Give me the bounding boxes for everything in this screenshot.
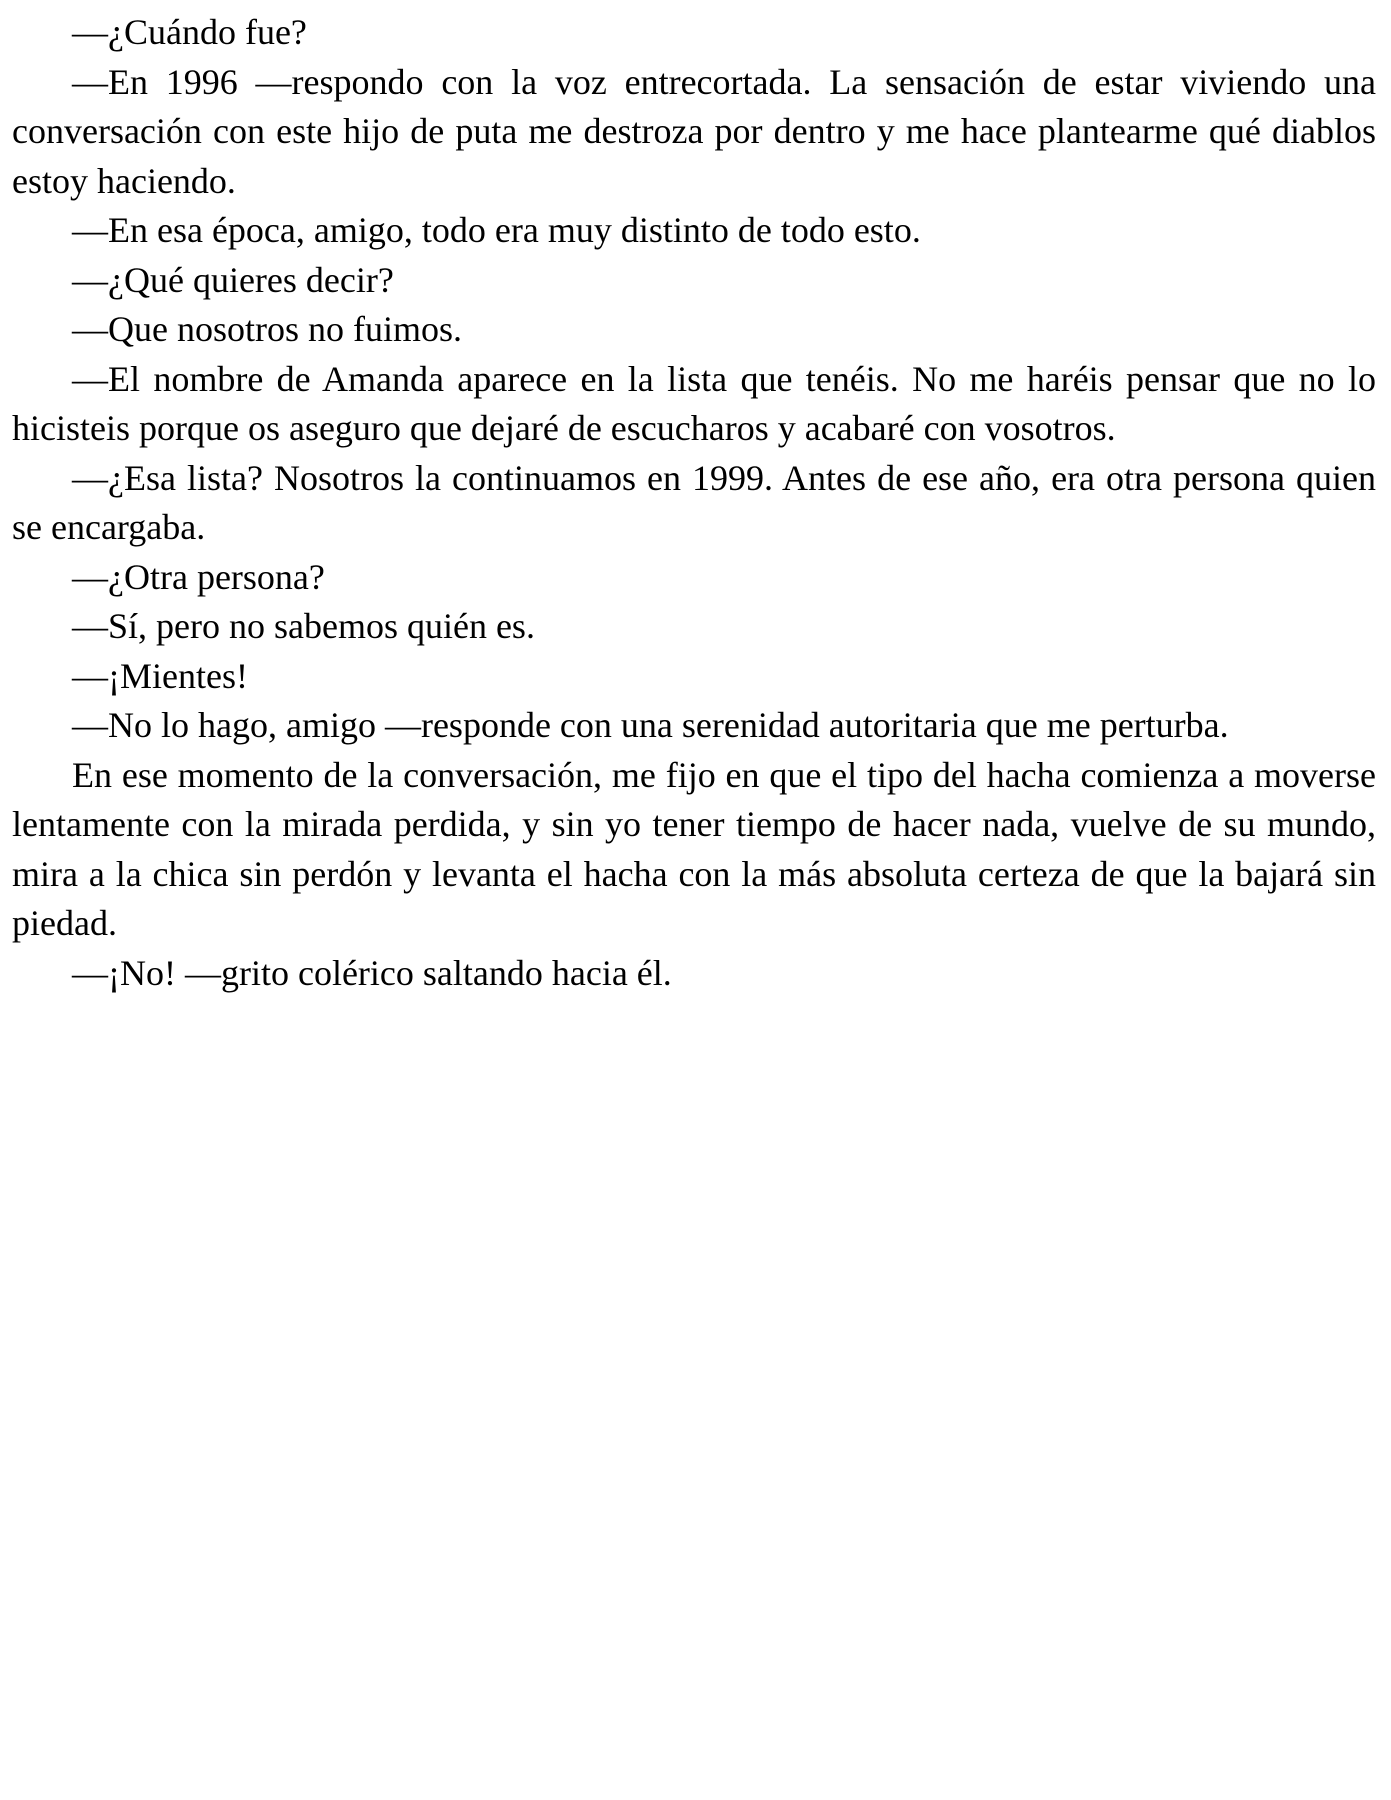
paragraph: —¿Cuándo fue? [72,12,307,52]
paragraph: —¡No! —grito colérico saltando hacia él. [72,952,672,993]
paragraph: —¡Mientes! [72,655,248,696]
paragraph: —En 1996 —respondo con la voz entrecortada. La sensación de estar viviendo una conversación con este hijo de puta me destroza por dentro y me hace plantearme qué diablos estoy haciendo. [12,61,1376,201]
paragraph: —Que nosotros no fuimos. [72,309,462,349]
paragraph: —Sí, pero no sabemos quién es. [72,606,535,646]
paragraph: —¿Qué quieres decir? [72,259,394,300]
paragraph: —En esa época, amigo, todo era muy distinto de todo esto. [72,210,921,250]
paragraph: —¿Esa lista? Nosotros la continuamos en 1999. Antes de ese año, era otra persona quien se encargaba. [12,457,1376,547]
paragraph: En ese momento de la conversación, me fijo en que el tipo del hacha comienza a moverse lentamente con la mirada perdida, y sin yo tener tiempo de hacer nada, vuelve de su mundo, mira a la chica sin perdón y levanta el hacha con la más absoluta certeza de que la bajará sin piedad. [12,754,1376,943]
paragraph: —¿Otra persona? [72,556,325,597]
body-text [12,8,1376,998]
paragraph: —No lo hago, amigo —responde con una serenidad autoritaria que me perturba. [72,705,1229,745]
paragraph: —El nombre de Amanda aparece en la lista que tenéis. No me haréis pensar que no lo hicisteis porque os aseguro que dejaré de escucharos y acabaré con vosotros. [12,358,1376,448]
